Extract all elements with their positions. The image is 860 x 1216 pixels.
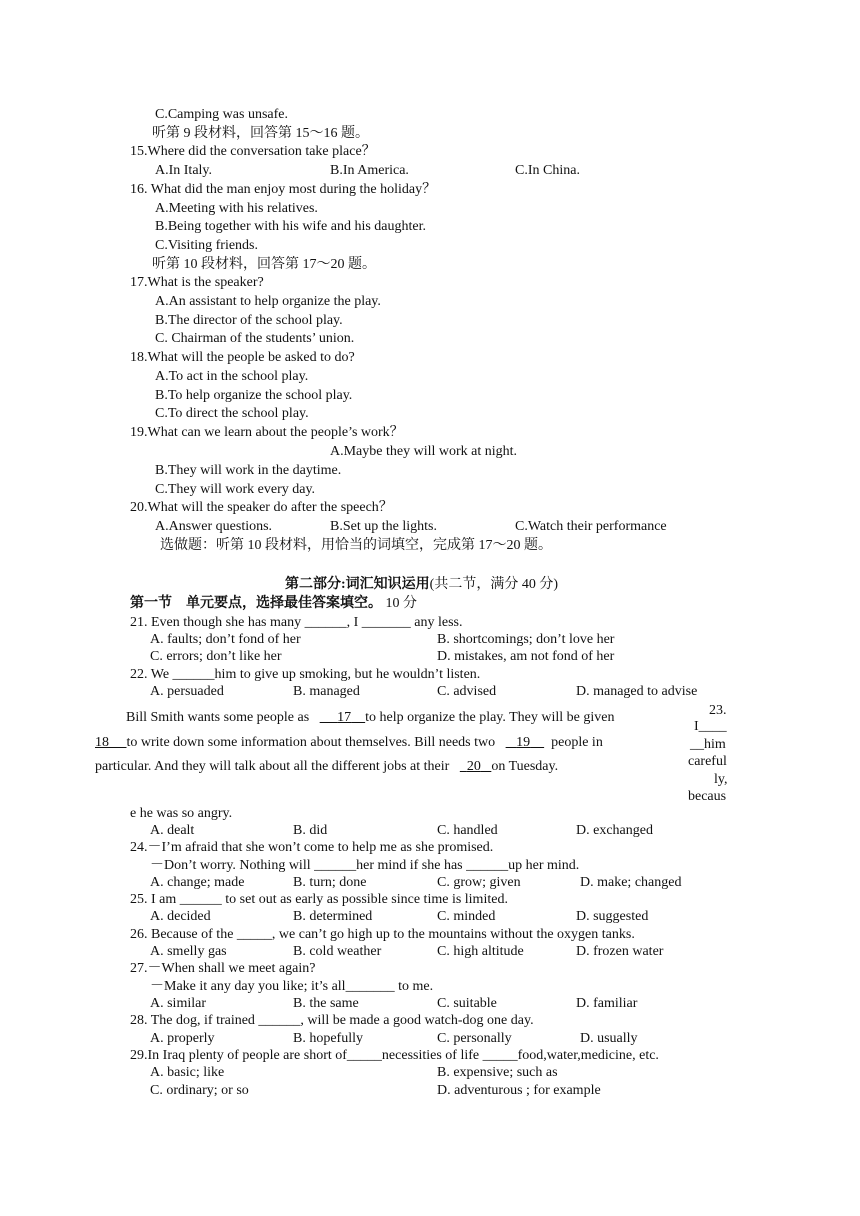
option-b: B. turn; done — [293, 875, 367, 890]
option-c: C. minded — [437, 909, 496, 924]
section-instruction: 听第 9 段材料，回答第 15～16 题。 — [152, 126, 369, 141]
question-18: 18.What will the people be asked to do? — [130, 350, 355, 365]
question-24-reply: －Don’t worry. Nothing will ______her mind if she has ______up her mind. — [150, 858, 580, 873]
option-c: C.Watch their performance — [515, 519, 667, 534]
option-a: A. persuaded — [150, 684, 224, 699]
question-23-continuation: e he was so angry. — [130, 806, 233, 821]
question-15: 15.Where did the conversation take place？ — [130, 144, 376, 159]
passage-line — [126, 709, 615, 727]
option-c: C. ordinary; or so — [150, 1083, 249, 1098]
option-b: B. did — [293, 823, 328, 838]
option-b: B.In America. — [330, 163, 409, 178]
section-heading — [130, 595, 417, 613]
section-instruction: 选做题：听第 10 段材料，用恰当的词填空，完成第 17～20 题。 — [160, 538, 552, 553]
question-17: 17.What is the speaker? — [130, 275, 264, 290]
option-a: A.An assistant to help organize the play. — [155, 294, 381, 309]
side-fragment: ly, — [714, 772, 728, 787]
passage-text: on Tuesday. — [491, 759, 559, 774]
option-b: B. managed — [293, 684, 360, 699]
side-fragment: becaus — [688, 789, 727, 804]
option-c: C. high altitude — [437, 944, 524, 959]
blank-number: 19 — [516, 735, 531, 750]
question-25: 25. I am ______ to set out as early as possible since time is limited. — [130, 892, 508, 907]
section-instruction: 听第 10 段材料，回答第 17～20 题。 — [152, 257, 376, 272]
option-b: B. expensive; such as — [437, 1065, 558, 1080]
option-d: D. familiar — [576, 996, 638, 1011]
option-a: A.Maybe they will work at night. — [330, 444, 518, 459]
option-d: D. suggested — [576, 909, 649, 924]
blank-17 — [320, 710, 366, 725]
option-d: D. frozen water — [576, 944, 664, 959]
option-d: D. usually — [580, 1031, 638, 1046]
passage-text: particular. And they will talk about all the different jobs at their — [95, 759, 450, 774]
option-b: B. hopefully — [293, 1031, 363, 1046]
passage-text: Bill Smith wants some people as — [126, 710, 310, 725]
side-fragment: 23. — [709, 703, 727, 718]
option-c: C.They will work every day. — [155, 482, 316, 497]
option-b: B.Being together with his wife and his daughter. — [155, 219, 427, 234]
option-b: B. cold weather — [293, 944, 382, 959]
option-a: A. properly — [150, 1031, 215, 1046]
question-28: 28. The dog, if trained ______, will be made a good watch-dog one day. — [130, 1013, 534, 1028]
question-22: 22. We ______him to give up smoking, but he wouldn’t listen. — [130, 667, 481, 682]
question-21: 21. Even though she has many ______, I _______ any less. — [130, 615, 463, 630]
blank-number: 20 — [466, 759, 481, 774]
option-d: D. mistakes, am not fond of her — [437, 649, 615, 664]
option-b: B. determined — [293, 909, 373, 924]
option-c: C. suitable — [437, 996, 497, 1011]
question-29: 29.In Iraq plenty of people are short of_____necessities of life _____food,water,medicine, etc. — [130, 1048, 659, 1063]
question-20: 20.What will the speaker do after the speech？ — [130, 500, 393, 515]
option-a: A.Meeting with his relatives. — [155, 201, 318, 216]
option-a: A. decided — [150, 909, 211, 924]
option-d: D. make; changed — [580, 875, 682, 890]
option-b: B. shortcomings; don’t love her — [437, 632, 615, 647]
blank-18 — [95, 735, 127, 750]
option-a: A. faults; don’t fond of her — [150, 632, 301, 647]
section-heading-score: 10 分 — [385, 596, 417, 611]
option-c: C.In China. — [515, 163, 580, 178]
passage-text: people in — [551, 735, 603, 750]
option-b: B.The director of the school play. — [155, 313, 343, 328]
passage-line — [95, 758, 558, 776]
option-c: C. Chairman of the students’ union. — [155, 331, 355, 346]
option-a: A. smelly gas — [150, 944, 227, 959]
option-c: C.To direct the school play. — [155, 406, 309, 421]
option-b: B.To help organize the school play. — [155, 388, 353, 403]
part-heading-title: 第二部分:词汇知识运用 — [285, 577, 430, 592]
blank-20 — [460, 759, 492, 774]
option-d: D. adventurous ; for example — [437, 1083, 601, 1098]
blank-number: 18 — [95, 735, 109, 750]
part-heading — [285, 576, 558, 594]
question-24: 24.－I’m afraid that she won’t come to help me as she promised. — [130, 840, 494, 855]
option-a: A. dealt — [150, 823, 195, 838]
option-a: A.Answer questions. — [155, 519, 273, 534]
section-heading-title: 第一节 单元要点，选择最佳答案填空。 — [130, 596, 382, 611]
option-b: B.They will work in the daytime. — [155, 463, 342, 478]
option-d: D. exchanged — [576, 823, 653, 838]
passage-text: to write down some information about themselves. Bill needs two — [126, 735, 496, 750]
side-fragment: careful — [688, 754, 727, 769]
question-27: 27.－When shall we meet again? — [130, 961, 316, 976]
option-d: D. managed to advise — [576, 684, 698, 699]
side-fragment: __him — [690, 737, 726, 752]
question-19: 19.What can we learn about the people’s work？ — [130, 425, 404, 440]
option-c: C. handled — [437, 823, 498, 838]
side-fragment: I____ — [694, 719, 727, 734]
question-27-reply: －Make it any day you like; it’s all_______ to me. — [150, 979, 434, 994]
option-a: A. basic; like — [150, 1065, 225, 1080]
option-c: C. personally — [437, 1031, 512, 1046]
passage-text: to help organize the play. They will be given — [365, 710, 615, 725]
passage-line — [95, 734, 603, 752]
question-26: 26. Because of the _____, we can’t go high up to the mountains without the oxygen tanks. — [130, 927, 635, 942]
option-a: A.In Italy. — [155, 163, 213, 178]
question-16: 16. What did the man enjoy most during the holiday？ — [130, 182, 437, 197]
part-heading-score: (共二节，满分 40 分) — [429, 577, 558, 592]
blank-number: 17 — [337, 710, 352, 725]
option-c: C.Visiting friends. — [155, 238, 258, 253]
option-b: B.Set up the lights. — [330, 519, 437, 534]
option-a: A.To act in the school play. — [155, 369, 309, 384]
option-a: A. change; made — [150, 875, 245, 890]
option-b: B. the same — [293, 996, 359, 1011]
option-line: C.Camping was unsafe. — [155, 107, 288, 122]
option-a: A. similar — [150, 996, 206, 1011]
option-c: C. grow; given — [437, 875, 521, 890]
option-c: C. errors; don’t like her — [150, 649, 282, 664]
option-c: C. advised — [437, 684, 497, 699]
blank-19 — [506, 735, 545, 750]
